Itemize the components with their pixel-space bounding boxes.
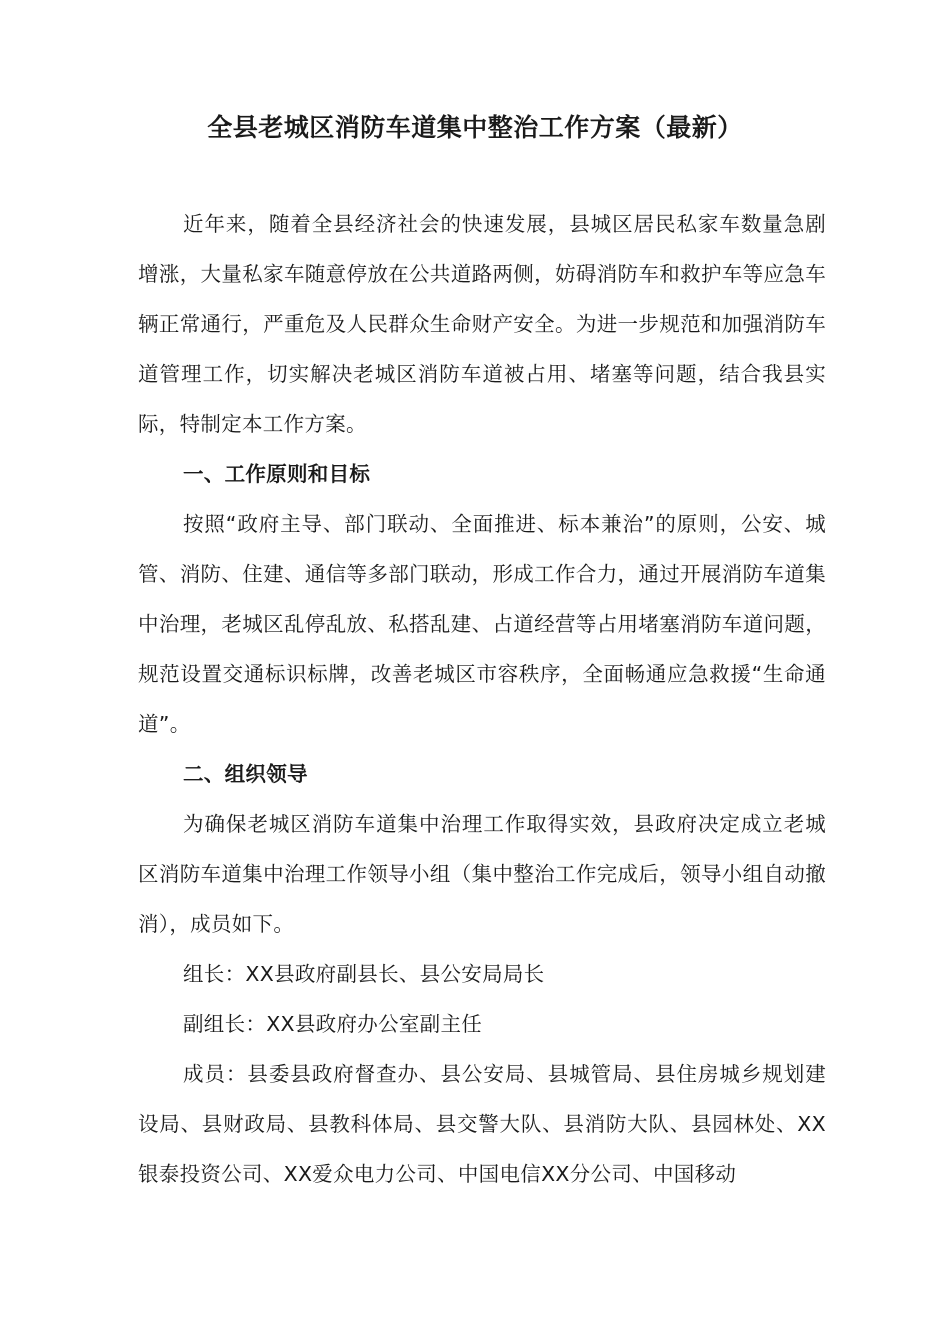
section-2-heading: 二、组织领导	[183, 762, 308, 786]
members-line: 成员：县委县政府督查办、县公安局、县城管局、县住房城乡规划建设局、县财政局、县教科体局、县交警大队、县消防大队、县园林处、XX银泰投资公司、XX爱众电力公司、中国电信XX分公司、中国移动	[138, 1062, 826, 1186]
group-leader-line: 组长：XX县政府副县长、县公安局局长	[183, 962, 545, 986]
document-body	[138, 199, 826, 1199]
document-title: 全县老城区消防车道集中整治工作方案（最新）	[207, 113, 743, 142]
section-1-heading: 一、工作原则和目标	[183, 462, 371, 486]
intro-paragraph: 近年来，随着全县经济社会的快速发展，县城区居民私家车数量急剧增涨，大量私家车随意停放在公共道路两侧，妨碍消防车和救护车等应急车辆正常通行，严重危及人民群众生命财产安全。为进一步规范和加强消防车道管理工作，切实解决老城区消防车道被占用、堵塞等问题，结合我县实际，特制定本工作方案。	[138, 212, 826, 436]
section-2-paragraph: 为确保老城区消防车道集中治理工作取得实效，县政府决定成立老城区消防车道集中治理工作领导小组（集中整治工作完成后，领导小组自动撤消），成员如下。	[138, 812, 826, 936]
deputy-leader-line: 副组长：XX县政府办公室副主任	[183, 1012, 483, 1036]
section-1-paragraph: 按照“政府主导、部门联动、全面推进、标本兼治”的原则，公安、城管、消防、住建、通信等多部门联动，形成工作合力，通过开展消防车道集中治理，老城区乱停乱放、私搭乱建、占道经营等占用堵塞消防车道问题，规范设置交通标识标牌，改善老城区市容秩序，全面畅通应急救援“生命通道”。	[138, 512, 826, 736]
